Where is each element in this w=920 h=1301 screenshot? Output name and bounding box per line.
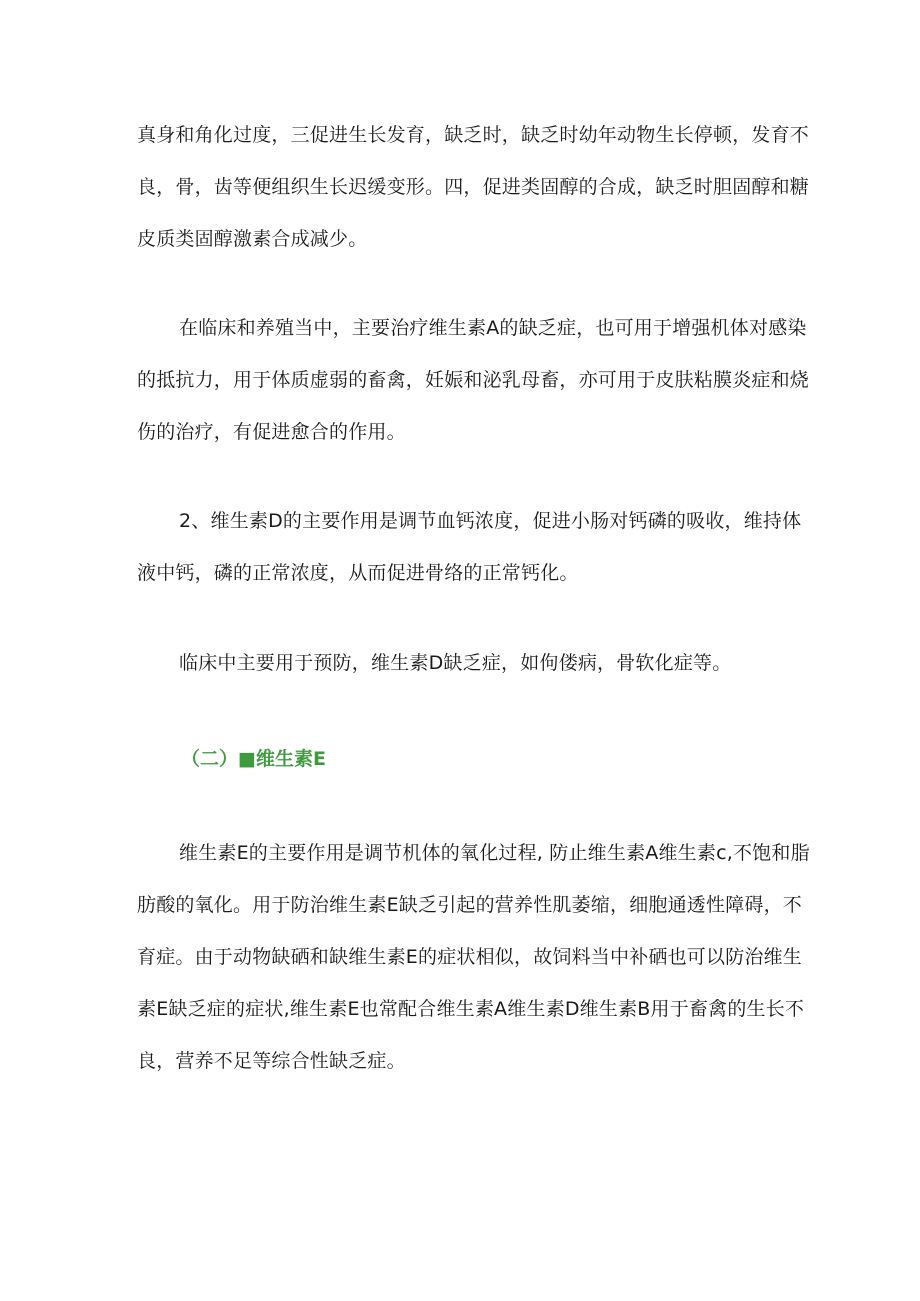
text-line: 液中钙，磷的正常浓度，从而促进骨络的正常钙化。 [137, 562, 579, 584]
text-line: 2、维生素D的主要作用是调节血钙浓度，促进小肠对钙磷的吸收，维持体 [179, 510, 802, 532]
paragraph-vitamin-d-functions [137, 495, 802, 599]
text-line: 肪酸的氧化。用于防治维生素E缺乏引起的营养性肌萎缩，细胞通透性障碍，不 [137, 894, 803, 916]
text-line: 皮质类固醇激素合成减少。 [137, 228, 368, 250]
paragraph-vitamin-d-clinical [137, 637, 787, 689]
text-line: 维生素E的主要作用是调节机体的氧化过程, 防止维生素A维生素c,不饱和脂 [179, 842, 810, 864]
text-line: 良，营养不足等综合性缺乏症。 [137, 1050, 406, 1072]
paragraph-vitamin-a-clinical [137, 302, 810, 458]
text-line: 育症。由于动物缺硒和缺维生素E的症状相似，故饲料当中补硒也可以防治维生 [137, 946, 803, 968]
text-line: 的抵抗力，用于体质虚弱的畜禽，妊娠和泌乳母畜，亦可用于皮肤粘膜炎症和烧 [137, 369, 810, 391]
paragraph-vitamin-a-functions [137, 109, 810, 265]
text-line: 在临床和养殖当中，主要治疗维生素A的缺乏症，也可用于增强机体对感染 [179, 317, 807, 339]
text-line: 素E缺乏症的症状,维生素E也常配合维生素A维生素D维生素B用于畜禽的生长不 [137, 998, 805, 1020]
text-line: 真身和角化过度，三促进生长发育，缺乏时，缺乏时幼年动物生长停顿，发育不 [137, 124, 810, 146]
section-heading-vitamin-e: （二）■维生素E [181, 748, 326, 770]
paragraph-vitamin-e [137, 827, 810, 1087]
text-line: 伤的治疗，有促进愈合的作用。 [137, 421, 406, 443]
text-line: 良，骨，齿等便组织生长迟缓变形。四，促进类固醇的合成，缺乏时胆固醇和糖 [137, 176, 810, 198]
text-line: 临床中主要用于预防，维生素D缺乏症，如佝偻病，骨软化症等。 [179, 652, 732, 674]
